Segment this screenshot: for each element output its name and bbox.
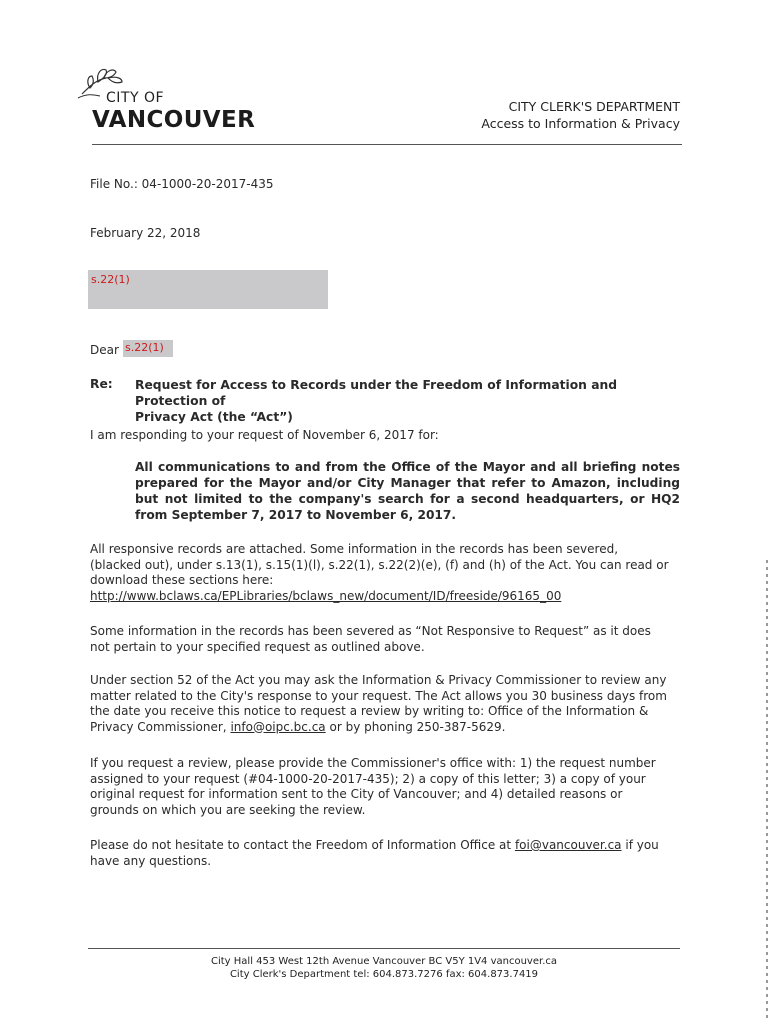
section-52-text: Under section 52 of the Act you may ask the Information & Privacy Commissioner to review any matter related to the City's response to your request. The Act allows you 30 business days from the date you receive this notice to request a review by writing to: Office of the Information & Privacy Commissioner, [90,673,667,734]
re-subject-line: Privacy Act (the “Act”) [135,410,293,424]
re-label: Re: [90,377,113,391]
file-number: File No.: 04-1000-20-2017-435 [90,177,274,191]
redaction-label: s.22(1) [91,273,130,286]
re-subject [135,377,685,425]
bclaws-link[interactable]: http://www.bclaws.ca/EPLibraries/bclaws_new/document/ID/freeside/96165_00 [90,588,562,603]
oipc-email-link[interactable]: info@oipc.bc.ca [230,719,326,734]
contact-text-end: if you have any questions. [90,838,659,868]
footer-contact: City Clerk's Department tel: 604.873.7276 fax: 604.873.7419 [229,969,539,980]
responsive-records-paragraph [90,542,672,604]
review-paragraph: If you request a review, please provide the Commissioner's office with: 1) the request number assigned to your request (#04-1000-20-2017-435); 2) a copy of this letter; 3) a copy of your original request for information sent to the City of Vancouver; and 4) detailed reasons or grounds on which you are seeking the review. [90,756,656,817]
redaction-label: s.22(1) [125,341,164,354]
section-52-phone-text: or by phoning 250-387-5629. [329,719,506,734]
foi-email-link[interactable]: foi@vancouver.ca [514,838,622,852]
footer-address: City Hall 453 West 12th Avenue Vancouver BC V5Y 1V4 vancouver.ca [210,956,557,967]
department-name: CITY CLERK'S DEPARTMENT [508,99,680,114]
section-52-paragraph [90,673,672,735]
contact-text: Please do not hesitate to contact the Freedom of Information Office at [90,838,512,852]
logo-vancouver: VANCOUVER [92,107,256,133]
request-quote: All communications to and from the Office of the Mayor and all briefing notes prepared for the Mayor and/or City Manager that refer to Amazon, including but not limited to the company's search for a second headquarters, or HQ2 from September 7, 2017 to November 6, 2017. [135,460,680,522]
department-block [481,98,680,132]
contact-paragraph [90,838,672,869]
redacted-name [123,340,173,357]
department-subtitle: Access to Information & Privacy [481,116,680,131]
letter-date: February 22, 2018 [90,226,201,240]
header-divider [92,144,682,145]
logo-city-of: CITY OF [106,90,165,106]
redacted-address-block [88,270,328,309]
responsive-records-text: All responsive records are attached. Some information in the records has been severed, (blacked out), under s.13(1), s.15(1)(l), s.22(1), s.22(2)(e), (f) and (h) of the Act. You can read or download these sections here: [90,542,669,587]
footer-divider [88,948,680,949]
salutation: Dear [90,343,119,357]
intro-paragraph: I am responding to your request of November 6, 2017 for: [90,428,439,442]
not-responsive-paragraph: Some information in the records has been severed as “Not Responsive to Request” as it does not pertain to your specified request as outlined above. [90,624,651,654]
re-subject-line: Request for Access to Records under the Freedom of Information and Protection of [135,378,618,408]
scan-edge-artifact [766,560,768,1020]
